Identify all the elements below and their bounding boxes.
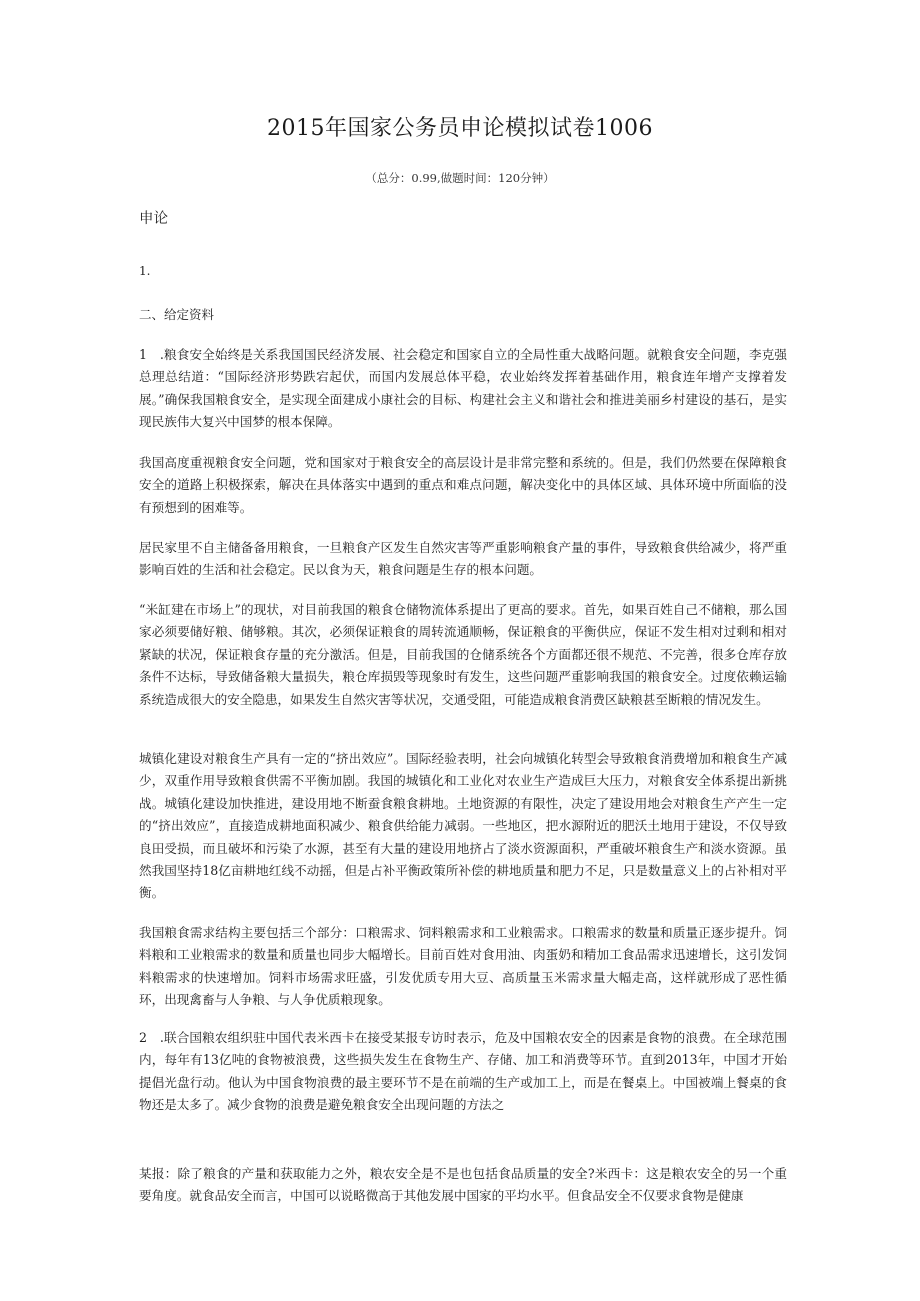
question-number: 1. [139, 264, 151, 278]
paragraph-2: 我国高度重视粮食安全问题，党和国家对于粮食安全的高层设计是非常完整和系统的。但是，我们仍然要在保障粮食安全的道路上积极探索，解决在具体落实中遇到的重点和难点问题，解决变化中的具体区域、具体环境中所面临的没有预想到的困难等。 [139, 455, 787, 515]
paragraph-5: 城镇化建设对粮食生产具有一定的“挤出效应”。国际经验表明，社会向城镇化转型会导致粮食消费增加和粮食生产减少，双重作用导致粮食供需不平衡加剧。我国的城镇化和工业化对农业生产造成巨大压力，对粮食安全体系提出新挑战。城镇化建设加快推进，建设用地不断蚕食粮食耕地。土地资源的有限性，决定了建设用地会对粮食生产产生一定的“挤出效应”，直接造成耕地面积减少、粮食供给能力减弱。一些地区，把水源附近的肥沃土地用于建设，不仅导致良田受损，而且破坏和污染了水源，甚至有大量的建设用地挤占了淡水资源面积，严重破坏粮食生产和淡水资源。虽然我国坚持18亿亩耕地红线不动摇，但是占补平衡政策所补偿的耕地质量和肥力不足，只是数量意义上的占补相对平衡。 [139, 751, 787, 901]
paragraph-1: 1 .粮食安全始终是关系我国国民经济发展、社会稳定和国家自立的全局性重大战略问题。就粮食安全问题，李克强总理总结道：“国际经济形势跌宕起伏，而国内发展总体平稳，农业始终发挥着基础作用，粮食连年增产支撑着发展。”确保我国粮食安全，是实现全面建成小康社会的目标、构建社会主义和谐社会和推进美丽乡村建设的基石，是实现民族伟大复兴中国梦的根本保障。 [139, 347, 787, 430]
paragraph-7: 2 .联合国粮农组织驻中国代表米西卡在接受某报专访时表示，危及中国粮农安全的因素是食物的浪费。在全球范围内，每年有13亿吨的食物被浪费，这些损失发生在食物生产、存储、加工和消费等环节。直到2013年，中国才开始提倡光盘行动。他认为中国食物浪费的最主要环节不是在前端的生产或加工上，而是在餐桌上。中国被端上餐桌的食物还是太多了。减少食物的浪费是避免粮食安全出现问题的方法之 [139, 1030, 787, 1113]
exam-meta: （总分：0.99,做题时间：120分钟） [365, 171, 555, 185]
section-heading: 申论 [139, 211, 168, 227]
paragraph-8: 某报：除了粮食的产量和获取能力之外，粮农安全是不是也包括食品质量的安全?米西卡：这是粮农安全的另一个重要角度。就食品安全而言，中国可以说略微高于其他发展中国家的平均水平。但食品安全不仅要求食物是健康 [139, 1166, 787, 1204]
document-title: 2015年国家公务员申论模拟试卷1006 [267, 116, 653, 141]
paragraph-6: 我国粮食需求结构主要包括三个部分：口粮需求、饲料粮需求和工业粮需求。口粮需求的数量和质量正逐步提升。饲料粮和工业粮需求的数量和质量也同步大幅增长。目前百姓对食用油、肉蛋奶和精加工食品需求迅速增长，这引发饲料粮需求的快速增加。饲料市场需求旺盛，引发优质专用大豆、高质量玉米需求量大幅走高，这样就形成了恶性循环，出现禽畜与人争粮、与人争优质粮现象。 [139, 925, 787, 1008]
paragraph-4: “米缸建在市场上”的现状，对目前我国的粮食仓储物流体系提出了更高的要求。首先，如果百姓自己不储粮，那么国家必须要储好粮、储够粮。其次，必须保证粮食的周转流通顺畅，保证粮食的平衡供应，保证不发生相对过剩和相对紧缺的状况，保证粮食存量的充分激活。但是，目前我国的仓储系统各个方面都还很不规范、不完善，很多仓库存放条件不达标，导致储备粮大量损失，粮仓库损毁等现象时有发生，这些问题严重影响我国的粮食安全。过度依赖运输系统造成很大的安全隐患，如果发生自然灾害等状况，交通受阻，可能造成粮食消费区缺粮甚至断粮的情况发生。 [139, 602, 787, 707]
subsection-heading: 二、给定资料 [139, 307, 215, 322]
paragraph-3: 居民家里不自主储备备用粮食，一旦粮食产区发生自然灾害等严重影响粮食产量的事件，导致粮食供给减少，将严重影响百姓的生活和社会稳定。民以食为天，粮食问题是生存的根本问题。 [139, 540, 787, 578]
